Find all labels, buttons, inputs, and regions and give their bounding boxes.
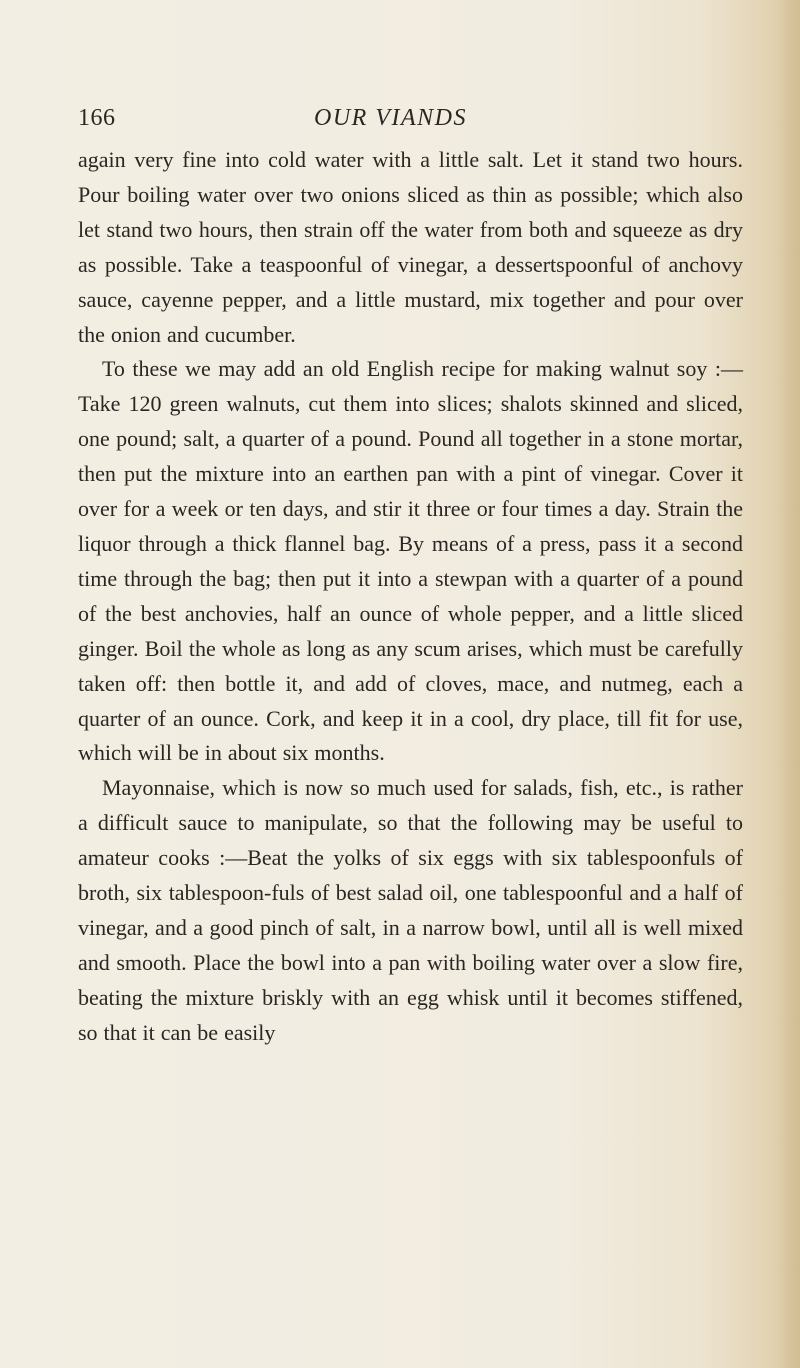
paragraph-walnut-soy: To these we may add an old English recipe for making walnut soy :—Take 120 green walnuts, cut them into slices; shalots skinned and sliced, one pound; salt, a quarter of a pound. Pound all together in a stone mortar, then put the mixture into an earthen pan with a pint of vinegar. Cover it over for a week or ten days, and stir it three or four times a day. Strain the liquor through a thick flannel bag. By means of a press, pass it a second time through the bag; then put it into a stewpan with a quarter of a pound of the best anchovies, half an ounce of whole pepper, and a little sliced ginger. Boil the whole as long as any scum arises, which must be carefully taken off: then bottle it, and add of cloves, mace, and nutmeg, each a quarter of an ounce. Cork, and keep it in a cool, dry place, till fit for use, which will be in about six months.	[78, 356, 743, 766]
paragraph-cucumber-dressing: again very fine into cold water with a little salt. Let it stand two hours. Pour boiling water over two onions sliced as thin as possible; which also let stand two hours, then strain off the water from both and squeeze as dry as possible. Take a teaspoonful of vinegar, a dessertspoonful of anchovy sauce, cayenne pepper, and a little mustard, mix together and pour over the onion and cucumber.	[78, 147, 743, 347]
paragraph-mayonnaise: Mayonnaise, which is now so much used for salads, fish, etc., is rather a difficult sauce to manipulate, so that the following may be useful to amateur cooks :—Beat the yolks of six eggs with six tablespoonfuls of broth, six tablespoon-fuls of best salad oil, one tablespoonful and a half of vinegar, and a good pinch of salt, in a narrow bowl, until all is well mixed and smooth. Place the bowl into a pan with boiling water over a slow fire, beating the mixture briskly with an egg whisk until it becomes stiffened, so that it can be easily	[78, 775, 743, 1045]
body-text	[78, 143, 743, 1051]
page-number: 166	[78, 105, 116, 131]
page-edge-stain	[778, 0, 800, 1368]
page-header	[78, 104, 758, 140]
running-head: OUR VIANDS	[314, 105, 467, 131]
